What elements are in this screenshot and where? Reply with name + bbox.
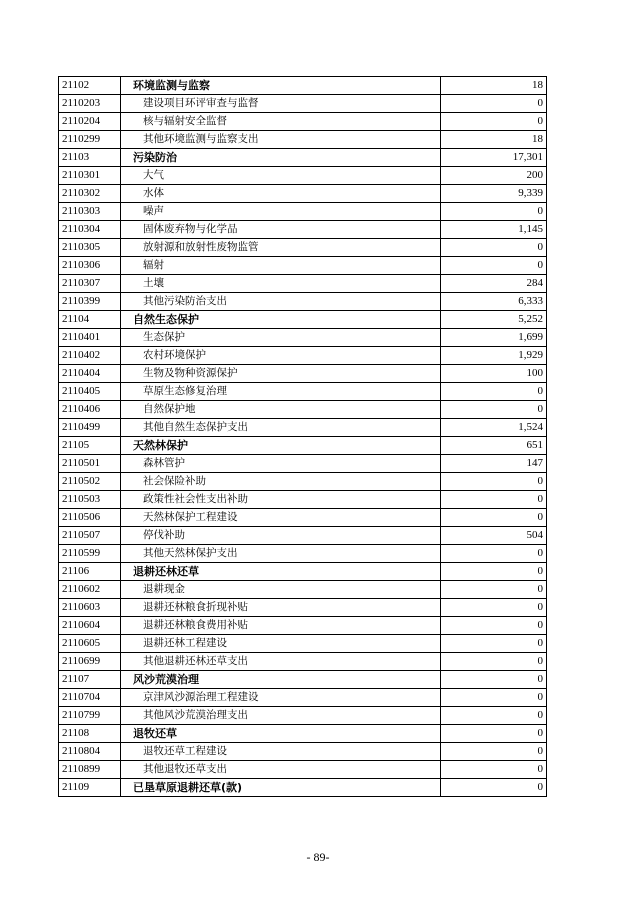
row-amount: 147 [441,455,547,473]
row-amount: 0 [441,779,547,797]
row-code: 2110404 [59,365,121,383]
row-code: 2110604 [59,617,121,635]
row-amount: 18 [441,131,547,149]
row-amount: 0 [441,653,547,671]
row-name: 退牧还草 [121,725,441,743]
row-amount: 284 [441,275,547,293]
table-row [59,347,547,365]
row-amount: 0 [441,599,547,617]
row-amount: 0 [441,239,547,257]
row-amount: 0 [441,761,547,779]
row-code: 21105 [59,437,121,455]
row-amount: 0 [441,743,547,761]
row-code: 21108 [59,725,121,743]
row-amount: 0 [441,383,547,401]
row-amount: 0 [441,401,547,419]
table-row [59,437,547,455]
row-amount: 0 [441,95,547,113]
table-row [59,419,547,437]
row-name: 放射源和放射性废物监管 [121,239,441,257]
row-code: 2110303 [59,203,121,221]
row-name: 森林管护 [121,455,441,473]
row-amount: 0 [441,257,547,275]
row-name: 其他天然林保护支出 [121,545,441,563]
row-amount: 0 [441,689,547,707]
row-code: 2110704 [59,689,121,707]
row-code: 2110401 [59,329,121,347]
budget-table [58,76,547,797]
table-body [59,77,547,797]
table-row [59,311,547,329]
row-amount: 0 [441,563,547,581]
row-name: 核与辐射安全监督 [121,113,441,131]
table-row [59,221,547,239]
table-row [59,599,547,617]
row-amount: 5,252 [441,311,547,329]
row-code: 2110799 [59,707,121,725]
row-name: 政策性社会性支出补助 [121,491,441,509]
table-row [59,779,547,797]
row-code: 2110804 [59,743,121,761]
row-code: 21104 [59,311,121,329]
row-amount: 651 [441,437,547,455]
row-name: 其他退牧还草支出 [121,761,441,779]
row-code: 21103 [59,149,121,167]
row-name: 社会保险补助 [121,473,441,491]
row-name: 风沙荒漠治理 [121,671,441,689]
row-amount: 9,339 [441,185,547,203]
row-name: 退耕还林粮食折现补贴 [121,599,441,617]
row-code: 2110301 [59,167,121,185]
row-amount: 100 [441,365,547,383]
row-name: 已垦草原退耕还草(款) [121,779,441,797]
row-code: 2110501 [59,455,121,473]
row-name: 天然林保护工程建设 [121,509,441,527]
row-amount: 504 [441,527,547,545]
row-name: 生态保护 [121,329,441,347]
row-name: 污染防治 [121,149,441,167]
row-code: 2110599 [59,545,121,563]
row-name: 退耕还林还草 [121,563,441,581]
row-amount: 0 [441,545,547,563]
row-code: 2110302 [59,185,121,203]
table-row [59,293,547,311]
row-code: 2110699 [59,653,121,671]
row-name: 退牧还草工程建设 [121,743,441,761]
row-amount: 0 [441,473,547,491]
row-code: 2110204 [59,113,121,131]
table-row [59,113,547,131]
row-name: 天然林保护 [121,437,441,455]
row-amount: 0 [441,509,547,527]
row-amount: 200 [441,167,547,185]
row-code: 2110507 [59,527,121,545]
table-row [59,329,547,347]
row-name: 停伐补助 [121,527,441,545]
row-amount: 0 [441,581,547,599]
table-row [59,491,547,509]
row-amount: 6,333 [441,293,547,311]
row-name: 其他污染防治支出 [121,293,441,311]
row-code: 2110306 [59,257,121,275]
row-name: 其他退耕还林还草支出 [121,653,441,671]
row-amount: 0 [441,635,547,653]
row-amount: 0 [441,491,547,509]
table-row [59,131,547,149]
table-row [59,77,547,95]
table-row [59,725,547,743]
row-code: 2110406 [59,401,121,419]
row-code: 2110602 [59,581,121,599]
row-name: 其他风沙荒漠治理支出 [121,707,441,725]
row-amount: 0 [441,671,547,689]
row-name: 退耕还林工程建设 [121,635,441,653]
row-name: 其他自然生态保护支出 [121,419,441,437]
row-code: 2110506 [59,509,121,527]
row-name: 建设项目环评审查与监督 [121,95,441,113]
row-code: 2110603 [59,599,121,617]
row-name: 环境监测与监察 [121,77,441,95]
table-row [59,527,547,545]
row-amount: 0 [441,725,547,743]
table-row [59,761,547,779]
table-row [59,689,547,707]
row-amount: 0 [441,617,547,635]
row-name: 自然生态保护 [121,311,441,329]
row-name: 自然保护地 [121,401,441,419]
table-row [59,149,547,167]
row-code: 2110399 [59,293,121,311]
row-code: 2110499 [59,419,121,437]
table-row [59,185,547,203]
table-row [59,239,547,257]
row-amount: 1,929 [441,347,547,365]
table-row [59,401,547,419]
row-name: 水体 [121,185,441,203]
row-name: 噪声 [121,203,441,221]
table-row [59,365,547,383]
table-row [59,257,547,275]
row-name: 土壤 [121,275,441,293]
row-amount: 0 [441,707,547,725]
row-code: 2110307 [59,275,121,293]
row-name: 其他环境监测与监察支出 [121,131,441,149]
row-amount: 17,301 [441,149,547,167]
row-amount: 1,699 [441,329,547,347]
row-name: 农村环境保护 [121,347,441,365]
row-code: 21109 [59,779,121,797]
row-amount: 1,524 [441,419,547,437]
table-row [59,617,547,635]
row-code: 2110402 [59,347,121,365]
row-code: 2110502 [59,473,121,491]
row-code: 21106 [59,563,121,581]
table-row [59,581,547,599]
table-row [59,743,547,761]
table-row [59,203,547,221]
row-code: 2110305 [59,239,121,257]
table-row [59,473,547,491]
table-row [59,455,547,473]
row-name: 固体废弃物与化学品 [121,221,441,239]
row-code: 2110299 [59,131,121,149]
table-row [59,671,547,689]
row-amount: 0 [441,203,547,221]
table-row [59,635,547,653]
table-row [59,509,547,527]
row-code: 2110304 [59,221,121,239]
row-name: 大气 [121,167,441,185]
row-code: 2110899 [59,761,121,779]
row-name: 京津风沙源治理工程建设 [121,689,441,707]
row-code: 21102 [59,77,121,95]
row-code: 2110605 [59,635,121,653]
table-row [59,167,547,185]
table-row [59,95,547,113]
row-amount: 18 [441,77,547,95]
table-row [59,563,547,581]
table-row [59,383,547,401]
row-name: 生物及物种资源保护 [121,365,441,383]
table-row [59,707,547,725]
table-row [59,275,547,293]
row-amount: 1,145 [441,221,547,239]
row-name: 辐射 [121,257,441,275]
page-number: - 89- [306,850,330,864]
row-code: 2110405 [59,383,121,401]
row-amount: 0 [441,113,547,131]
row-code: 2110503 [59,491,121,509]
row-name: 草原生态修复治理 [121,383,441,401]
table-row [59,545,547,563]
row-name: 退耕还林粮食费用补贴 [121,617,441,635]
row-name: 退耕现金 [121,581,441,599]
row-code: 2110203 [59,95,121,113]
table-row [59,653,547,671]
row-code: 21107 [59,671,121,689]
